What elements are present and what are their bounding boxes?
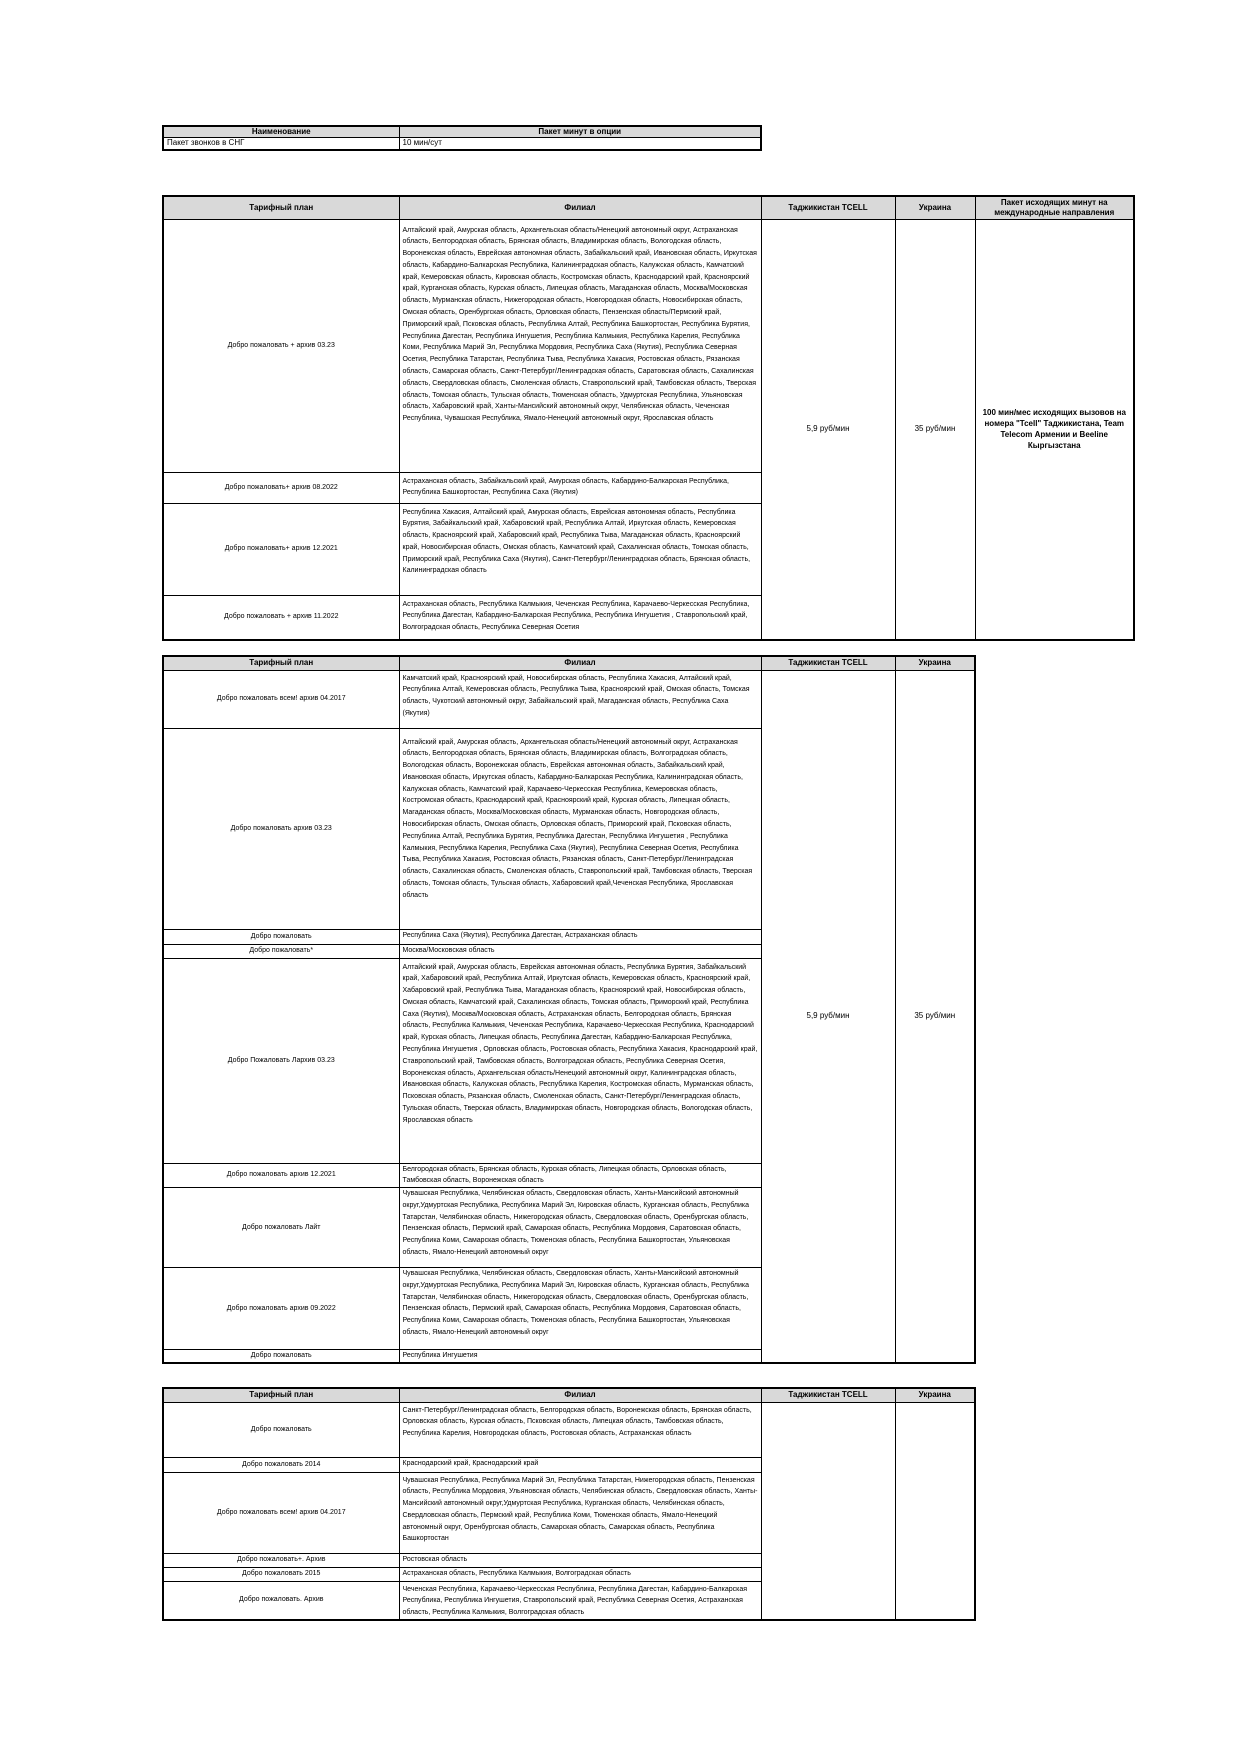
empty-cell-tajikistan: [761, 1402, 895, 1620]
tariff-plan: Добро пожаловать 2014: [163, 1457, 399, 1472]
header-tajikistan: Таджикистан TCELL: [761, 656, 895, 670]
branch-list: Санкт-Петербург/Ленинградская область, Белгородская область, Воронежская область, Брянская область, Орловская область, Курская область, Псковская область, Липецкая область, Тамбовская область, Республика Карелия, Новгородская область, Ростовская область, Астраханская область: [399, 1402, 761, 1457]
branch-list: Чеченская Республика, Карачаево-Черкесская Республика, Республика Дагестан, Кабардино-Балкарская Республика, Республика Ингушетия, Ставропольский край, Республика Северная Осетия, Астраханская область, Республика Калмыкия, Волгоградская область: [399, 1581, 761, 1620]
header-branch: Филиал: [399, 656, 761, 670]
header-tajikistan: Таджикистан TCELL: [761, 1388, 895, 1402]
header-ukraine: Украина: [895, 196, 975, 219]
empty-cell-ukraine: [895, 1402, 975, 1620]
tariff-plan: Добро пожаловать + архив 03.23: [163, 219, 399, 472]
branch-list: Республика Саха (Якутия), Республика Дагестан, Астраханская область: [399, 929, 761, 944]
header-name: Наименование: [163, 126, 399, 138]
tariff-plan: Добро пожаловать*: [163, 944, 399, 958]
tariff-plan: Добро пожаловать архив 03.23: [163, 728, 399, 929]
header-intl-package: Пакет исходящих минут на международные направления: [975, 196, 1134, 219]
header-tariff-plan: Тарифный план: [163, 656, 399, 670]
branch-list: Астраханская область, Республика Калмыкия, Чеченская Республика, Карачаево-Черкесская Республика, Республика Дагестан, Кабардино-Балкарская Республика, Республика Ингушетия , Ставропольский край, Волгоградская область, Республика Северная Осетия: [399, 595, 761, 640]
branch-list: Алтайский край, Амурская область, Архангельская область/Ненецкий автономный округ, Астраханская область, Белгородская область, Брянская область, Владимирская область, Вологодская область, Воронежская область, Еврейская автономная область, Забайкальский край, Ивановская область, Иркутская область, Кабардино-Балкарская Республика, Калининградская область, Калужская область, Камчатский край, Кемеровская область, Кировская область, Костромская область, Краснодарский край, Красноярский край, Курганская область, Курская область, Липецкая область, Магаданская область, Москва/Московская область, Мурманская область, Нижегородская область, Новгородская область, Новосибирская область, Омская область, Оренбургская область, Орловская область, Пензенская область/Пермский край, Приморский край, Псковская область, Республика Алтай, Республика Башкортостан, Республика Бурятия, Республика Дагестан, Республика Ингушетия, Республика Калмыкия, Республика Карелия, Республика Коми, Республика Марий Эл, Республика Мордовия, Республика Саха (Якутия), Республика Северная Осетия, Республика Татарстан, Республика Тыва, Республика Хакасия, Ростовская область, Рязанская область, Самарская область, Санкт-Петербург/Ленинградская область, Саратовская область, Сахалинская область, Свердловская область, Смоленская область, Ставропольский край, Тамбовская область, Тверская область, Томская область, Тульская область, Тюменская область, Удмуртская Республика, Ульяновская область, Хабаровский край, Ханты-Мансийский автономный округ, Челябинская область, Чеченская Республика, Чувашская Республика, Ямало-Ненецкий автономный округ, Ярославская область: [399, 219, 761, 472]
tariff-table-1: [162, 195, 1135, 641]
option-name: Пакет звонков в СНГ: [163, 138, 399, 150]
tariff-plan: Добро пожаловать архив 09.2022: [163, 1268, 399, 1350]
tariff-plan: Добро Пожаловать Лархив 03.23: [163, 958, 399, 1163]
intl-minutes-package: 100 мин/мес исходящих вызовов на номера "Tcell" Таджикистана, Team Telecom Армении и Beeline Кыргызстана: [975, 219, 1134, 640]
tariff-plan: Добро пожаловать + архив 11.2022: [163, 595, 399, 640]
branch-list: Чувашская Республика, Республика Марий Эл, Республика Татарстан, Нижегородская область, Пензенская область, Республика Мордовия, Ульяновская область, Челябинская область, Свердловская область, Ханты-Мансийский автономный округ,Удмуртская Республика, Курганская область, Челябинская область, Свердловская область, Пермский край, Республика Коми, Тюменская область, Ямало-Ненецкий автономный округ, Оренбургская область, Самарская область, Самарская область, Республика Башкортостан: [399, 1472, 761, 1553]
price-ukraine: 35 руб/мин: [895, 219, 975, 640]
header-tariff-plan: Тарифный план: [163, 1388, 399, 1402]
tariff-plan: Добро пожаловать всем! архив 04.2017: [163, 1472, 399, 1553]
branch-list: Астраханская область, Забайкальский край, Амурская область, Кабардино-Балкарская Республика, Республика Башкортостан, Республика Саха (Якутия): [399, 472, 761, 503]
branch-list: Чувашская Республика, Челябинская область, Свердловская область, Ханты-Мансийский автономный округ,Удмуртская Республика, Республика Марий Эл, Кировская область, Курганская область, Республика Татарстан, Челябинская область, Нижегородская область, Свердловская область, Оренбургская область, Пензенская область, Пермский край, Самарская область, Республика Мордовия, Саратовская область, Республика Коми, Самарская область, Тюменская область, Республика Башкортостан, Ульяновская область, Ямало-Ненецкий автономный округ: [399, 1268, 761, 1350]
tariff-plan: Добро пожаловать. Архив: [163, 1581, 399, 1620]
tariff-plan: Добро пожаловать всем! архив 04.2017: [163, 670, 399, 728]
branch-list: Камчатский край, Красноярский край, Новосибирская область, Республика Хакасия, Алтайский край, Республика Алтай, Кемеровская область, Республика Тыва, Красноярский край, Омская область, Томская область, Чукотский автономный округ, Забайкальский край, Магаданская область, Республика Саха (Якутия): [399, 670, 761, 728]
branch-list: Белгородская область, Брянская область, Курская область, Липецкая область, Орловская область, Тамбовская область, Воронежская область: [399, 1163, 761, 1188]
price-ukraine: 35 руб/мин: [895, 670, 975, 1363]
tariff-table-2: [162, 655, 976, 1364]
header-ukraine: Украина: [895, 1388, 975, 1402]
tariff-plan: Добро пожаловать архив 12.2021: [163, 1163, 399, 1188]
branch-list: Чувашская Республика, Челябинская область, Свердловская область, Ханты-Мансийский автономный округ,Удмуртская Республика, Республика Марий Эл, Кировская область, Курганская область, Республика Татарстан, Челябинская область, Нижегородская область, Свердловская область, Оренбургская область, Пензенская область, Пермский край, Самарская область, Республика Мордовия, Саратовская область, Республика Коми, Самарская область, Тюменская область, Республика Башкортостан, Ульяновская область, Ямало-Ненецкий автономный округ: [399, 1188, 761, 1268]
tariff-plan: Добро пожаловать Лайт: [163, 1188, 399, 1268]
tariff-plan: Добро пожаловать 2015: [163, 1567, 399, 1581]
branch-list: Москва/Московская область: [399, 944, 761, 958]
tariff-plan: Добро пожаловать+. Архив: [163, 1553, 399, 1567]
branch-list: Республика Хакасия, Алтайский край, Амурская область, Еврейская автономная область, Республика Бурятия, Забайкальский край, Хабаровский край, Республика Алтай, Иркутская область, Кемеровская область, Красноярский край, Хабаровский край, Республика Тыва, Магаданская область, Красноярский край, Новосибирская область, Омская область, Камчатский край, Сахалинская область, Томская область, Приморский край, Республика Саха (Якутия), Санкт-Петербург/Ленинградская область, Брянская область, Калининградская область: [399, 503, 761, 595]
tariff-plan: Добро пожаловать: [163, 929, 399, 944]
tariff-plan: Добро пожаловать: [163, 1350, 399, 1363]
branch-list: Астраханская область, Республика Калмыкия, Волгоградская область: [399, 1567, 761, 1581]
tariff-table-3: [162, 1387, 976, 1621]
header-tajikistan: Таджикистан TCELL: [761, 196, 895, 219]
option-value: 10 мин/сут: [399, 138, 761, 150]
branch-list: Алтайский край, Амурская область, Архангельская область/Ненецкий автономный округ, Астраханская область, Белгородская область, Брянская область, Владимирская область, Волгоградская область, Вологодская область, Воронежская область, Еврейская автономная область, Забайкальский край, Ивановская область, Иркутская область, Кабардино-Балкарская Республика, Калининградская область, Калужская область, Камчатский край, Карачаево-Черкесская Республика, Кемеровская область, Костромская область, Краснодарский край, Красноярский край, Курская область, Липецкая область, Магаданская область, Москва/Московская область, Мурманская область, Новгородская область, Новосибирская область, Омская область, Орловская область, Приморский край, Псковская область, Республика Алтай, Республика Бурятия, Республика Дагестан, Республика Ингушетия , Республика Калмыкия, Республика Карелия, Республика Саха (Якутия), Республика Северная Осетия, Республика Тыва, Республика Хакасия, Ростовская область, Рязанская область, Санкт-Петербург/Ленинградская область, Сахалинская область, Смоленская область, Ставропольский край, Тамбовская область, Тверская область, Томская область, Тульская область, Хабаровский край,Чеченская Республика, Ярославская область: [399, 728, 761, 929]
branch-list: Краснодарский край, Краснодарский край: [399, 1457, 761, 1472]
branch-list: Ростовская область: [399, 1553, 761, 1567]
price-tajikistan: 5,9 руб/мин: [761, 219, 895, 640]
branch-list: Республика Ингушетия: [399, 1350, 761, 1363]
tariff-plan: Добро пожаловать+ архив 08.2022: [163, 472, 399, 503]
header-tariff-plan: Тарифный план: [163, 196, 399, 219]
header-minutes-package: Пакет минут в опции: [399, 126, 761, 138]
option-table: [162, 125, 762, 151]
price-tajikistan: 5,9 руб/мин: [761, 670, 895, 1363]
tariff-plan: Добро пожаловать: [163, 1402, 399, 1457]
header-branch: Филиал: [399, 196, 761, 219]
branch-list: Алтайский край, Амурская область, Еврейская автономная область, Республика Бурятия, Забайкальский край, Хабаровский край, Республика Алтай, Иркутская область, Кемеровская область, Красноярский край, Хабаровский край, Республика Тыва, Магаданская область, Красноярский край, Новосибирская область, Омская область, Камчатский край, Сахалинская область, Томская область, Приморский край, Республика Саха (Якутия), Москва/Московская область, Астраханская область, Белгородская область, Брянская область, Республика Калмыкия, Чеченская Республика, Карачаево-Черкесская Республика, Краснодарский край, Курская область, Липецкая область, Республика Дагестан, Кабардино-Балкарская Республика, Республика Ингушетия , Орловская область, Ростовская область, Республика Хакасия, Краснодарский край, Ставропольский край, Тамбовская область, Волгоградская область, Республика Северная Осетия, Воронежская область, Архангельская область/Ненецкий автономный округ, Калининградская область, Ивановская область, Калужская область, Республика Карелия, Костромская область, Мурманская область, Псковская область, Рязанская область, Смоленская область, Санкт-Петербург/Ленинградская область, Тульская область, Тверская область, Владимирская область, Новгородская область, Вологодская область, Ярославская область: [399, 958, 761, 1163]
tariff-plan: Добро пожаловать+ архив 12.2021: [163, 503, 399, 595]
header-ukraine: Украина: [895, 656, 975, 670]
header-branch: Филиал: [399, 1388, 761, 1402]
